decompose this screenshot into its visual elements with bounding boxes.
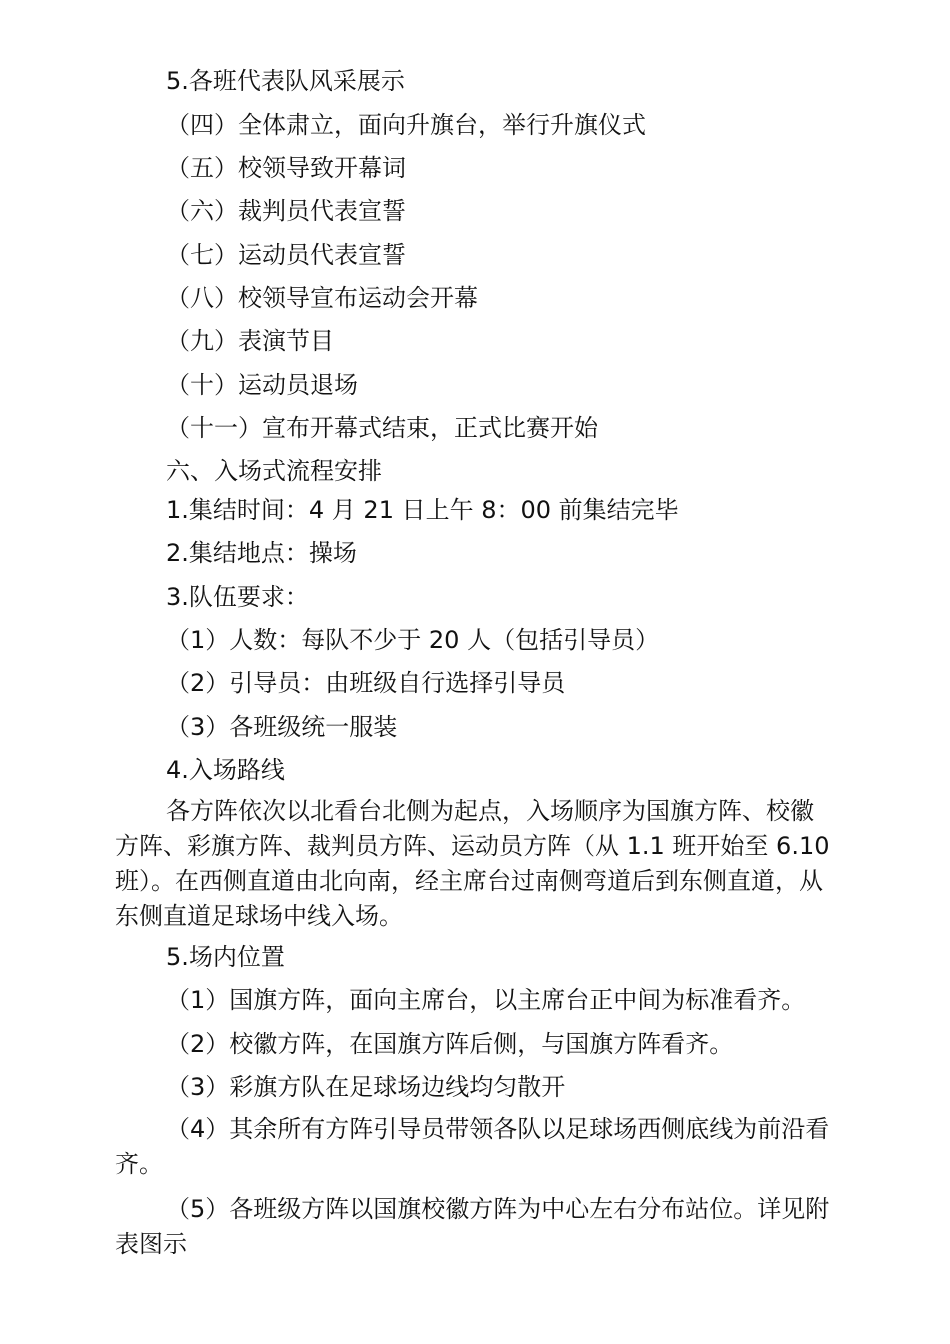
list-item: 1.集结时间：4 月 21 日上午 8：00 前集结完毕 xyxy=(166,496,679,524)
section-heading: 六、入场式流程安排 xyxy=(166,457,382,485)
route-paragraph: 各方阵依次以北看台北侧为起点，入场顺序为国旗方阵、校徽方阵、彩旗方阵、裁判员方阵、运动员方阵（从 1.1 班开始至 6.10 班）。在西侧直道由北向南，经主席台过南侧弯道后到东侧直道，从东侧直道足球场中线入场。 xyxy=(115,797,830,930)
position-paragraph-4: （4）其余所有方阵引导员带领各队以足球场西侧底线为前沿看齐。 xyxy=(115,1115,830,1178)
list-item: （1）人数：每队不少于 20 人（包括引导员） xyxy=(166,626,660,654)
list-item: （3）彩旗方队在足球场边线均匀散开 xyxy=(166,1073,566,1101)
list-item: （2）校徽方阵，在国旗方阵后侧，与国旗方阵看齐。 xyxy=(166,1030,734,1058)
position-paragraph-5: （5）各班级方阵以国旗校徽方阵为中心左右分布站位。详见附表图示 xyxy=(115,1195,830,1258)
list-item: 5.各班代表队风采展示 xyxy=(166,67,405,95)
list-item: （3）各班级统一服装 xyxy=(166,713,398,741)
list-item: （四）全体肃立，面向升旗台，举行升旗仪式 xyxy=(166,111,646,139)
list-item: （七）运动员代表宣誓 xyxy=(166,241,406,269)
sub-heading: 5.场内位置 xyxy=(166,943,285,971)
list-item: （九）表演节目 xyxy=(166,327,334,355)
list-item: （2）引导员：由班级自行选择引导员 xyxy=(166,669,566,697)
list-item: （十一）宣布开幕式结束，正式比赛开始 xyxy=(166,414,598,442)
list-item: （八）校领导宣布运动会开幕 xyxy=(166,284,478,312)
list-item: （六）裁判员代表宣誓 xyxy=(166,197,406,225)
list-item: （1）国旗方阵，面向主席台，以主席台正中间为标准看齐。 xyxy=(166,986,806,1014)
list-item: 3.队伍要求： xyxy=(166,583,309,611)
list-item: （十）运动员退场 xyxy=(166,371,358,399)
list-item: 2.集结地点：操场 xyxy=(166,539,357,567)
list-item: （五）校领导致开幕词 xyxy=(166,154,406,182)
list-item: 4.入场路线 xyxy=(166,756,285,784)
